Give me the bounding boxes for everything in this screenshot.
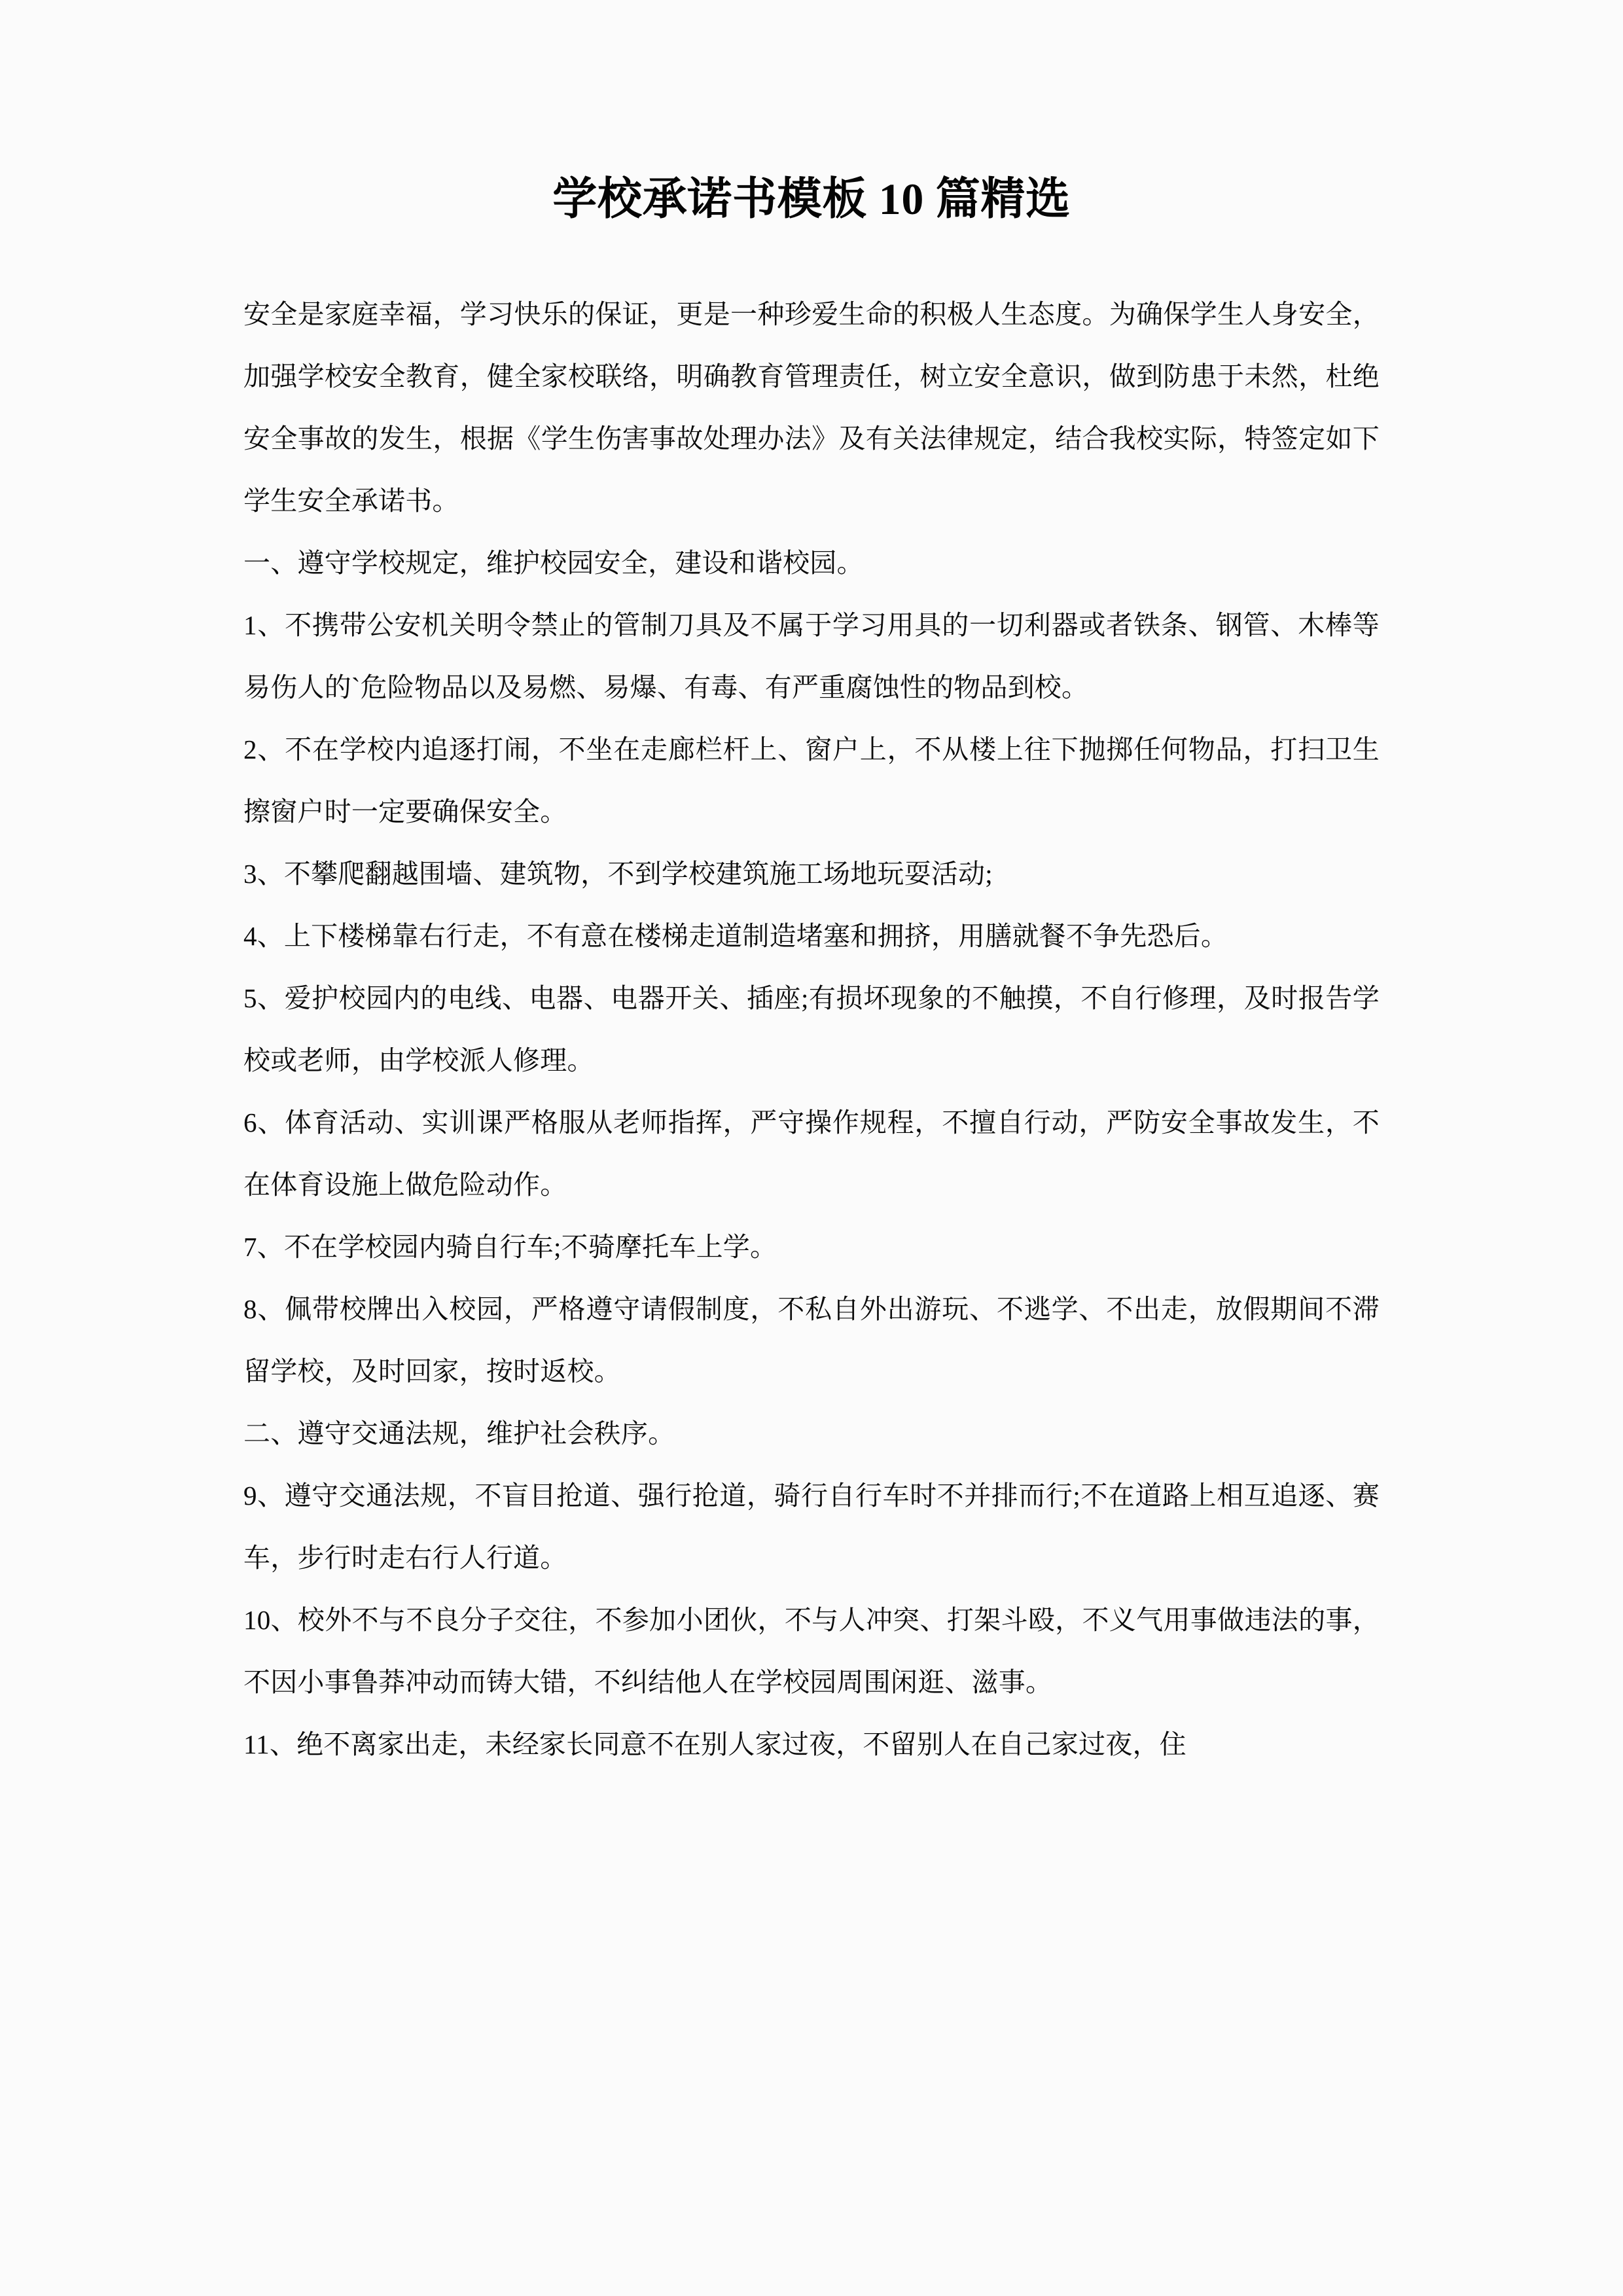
list-item-8: 8、佩带校牌出入校园，严格遵守请假制度，不私自外出游玩、不逃学、不出走，放假期间不滞留学校，及时回家，按时返校。 xyxy=(243,1294,1380,1386)
list-item-3: 3、不攀爬翻越围墙、建筑物，不到学校建筑施工场地玩耍活动; xyxy=(243,859,993,889)
page-title: 学校承诺书模板 10 篇精选 xyxy=(552,174,1071,224)
page-content xyxy=(243,0,1380,1776)
section-heading-one: 一、遵守学校规定，维护校园安全，建设和谐校园。 xyxy=(243,548,864,578)
intro-paragraph: 安全是家庭幸福，学习快乐的保证，更是一种珍爱生命的积极人生态度。为确保学生人身安全，加强学校安全教育，健全家校联络，明确教育管理责任，树立安全意识，做到防患于未然，杜绝安全事故的发生，根据《学生伤害事故处理办法》及有关法律规定，结合我校实际，特签定如下学生安全承诺书。 xyxy=(243,299,1380,516)
list-item-2: 2、不在学校内追逐打闹，不坐在走廊栏杆上、窗户上，不从楼上往下抛掷任何物品，打扫卫生擦窗户时一定要确保安全。 xyxy=(243,734,1380,827)
list-item-7: 7、不在学校园内骑自行车;不骑摩托车上学。 xyxy=(243,1232,777,1262)
list-item-6: 6、体育活动、实训课严格服从老师指挥，严守操作规程，不擅自行动，严防安全事故发生，不在体育设施上做危险动作。 xyxy=(243,1107,1380,1200)
list-item-5: 5、爱护校园内的电线、电器、电器开关、插座;有损坏现象的不触摸，不自行修理，及时报告学校或老师，由学校派人修理。 xyxy=(243,983,1380,1075)
section-heading-two: 二、遵守交通法规，维护社会秩序。 xyxy=(243,1418,675,1448)
list-item-9: 9、遵守交通法规，不盲目抢道、强行抢道，骑行自行车时不并排而行;不在道路上相互追逐、赛车，步行时走右行人行道。 xyxy=(243,1480,1380,1573)
list-item-10: 10、校外不与不良分子交往，不参加小团伙，不与人冲突、打架斗殴，不义气用事做违法的事，不因小事鲁莽冲动而铸大错，不纠结他人在学校园周围闲逛、滋事。 xyxy=(243,1605,1380,1697)
document-body xyxy=(243,283,1380,1776)
list-item-11: 11、绝不离家出走，未经家长同意不在别人家过夜，不留别人在自己家过夜，住 xyxy=(243,1729,1186,1759)
list-item-1: 1、不携带公安机关明令禁止的管制刀具及不属于学习用具的一切利器或者铁条、钢管、木棒等易伤人的`危险物品以及易燃、易爆、有毒、有严重腐蚀性的物品到校。 xyxy=(243,610,1380,702)
list-item-4: 4、上下楼梯靠右行走，不有意在楼梯走道制造堵塞和拥挤，用膳就餐不争先恐后。 xyxy=(243,921,1228,951)
